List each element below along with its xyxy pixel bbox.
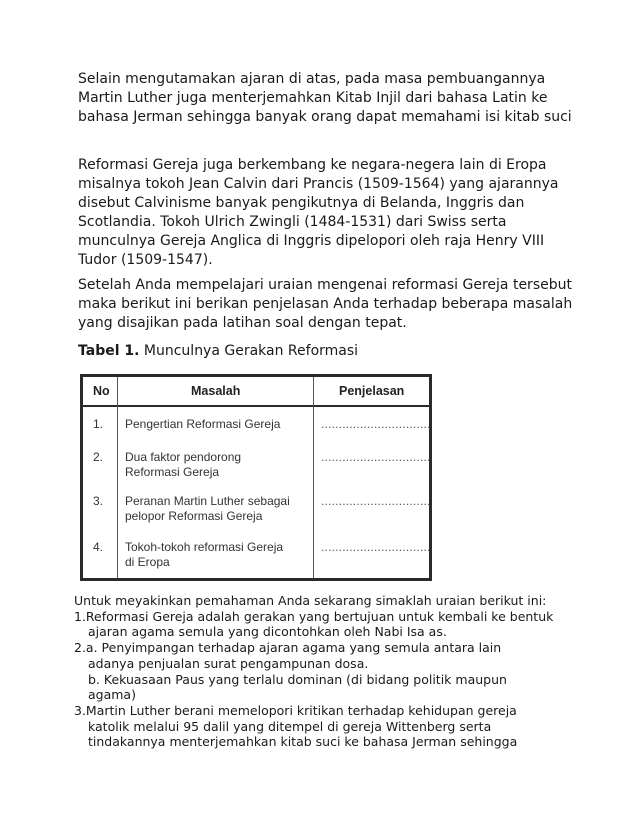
explanation-item-3: 3.Martin Luther berani memelopori kritikan terhadap kehidupan gereja (74, 702, 517, 718)
table-caption (78, 343, 358, 359)
row-problem-line: Dua faktor pendorong (125, 450, 242, 464)
row-problem-line: Tokoh-tokoh reformasi Gereja (125, 540, 284, 554)
row-answer-blank: ............................... (321, 417, 431, 431)
row-number: 2. (93, 450, 104, 464)
table-header (83, 377, 429, 407)
row-number: 4. (93, 540, 104, 554)
explanation-item-2a: 2.a. Penyimpangan terhadap ajaran agama yang semula antara lain (74, 640, 502, 656)
explanation-item-2b-cont: agama) (88, 687, 136, 703)
row-problem-line: Reformasi Gereja (125, 465, 220, 479)
row-answer-blank: ............................... (321, 540, 431, 554)
row-problem (125, 417, 317, 432)
explanation-item-1: 1.Reformasi Gereja adalah gerakan yang bertujuan untuk kembali ke bentuk (74, 608, 554, 624)
row-problem (125, 540, 317, 570)
explanation-item-3-cont: katolik melalui 95 dalil yang ditempel di gereja Wittenberg serta (88, 718, 492, 734)
table-caption-label: Tabel 1. (78, 343, 140, 359)
paragraph-luther-translation: Selain mengutamakan ajaran di atas, pada masa pembuangannya Martin Luther juga menterjemahkan Kitab Injil dari bahasa Latin ke bahasa Jerman sehingga banyak orang dapat memahami isi kitab suci (78, 71, 572, 125)
paragraph-reformation-spread: Reformasi Gereja juga berkembang ke negara-negera lain di Eropa misalnya tokoh Jean Calvin dari Prancis (1509-1564) yang ajarannya disebut Calvinisme banyak pengikutnya di Belanda, Inggris dan Scotlandia. Tokoh Ulrich Zwingli (1484-1531) dari Swiss serta munculnya Gereja Anglica di Inggris dipelopori oleh raja Henry VIII Tudor (1509-1547). (78, 157, 559, 268)
explanation-item-2a-cont: adanya penjualan surat pengampunan dosa. (88, 655, 369, 671)
row-number: 3. (93, 494, 104, 508)
explanation-item-3-cont: tindakannya menterjemahkan kitab suci ke bahasa Jerman sehingga (88, 734, 518, 750)
row-answer-blank: ............................... (321, 450, 431, 464)
row-problem-line: di Eropa (125, 555, 170, 569)
row-problem-line: pelopor Reformasi Gereja (125, 509, 263, 523)
header-penjelasan: Penjelasan (339, 384, 405, 398)
row-problem (125, 450, 317, 480)
header-masalah: Masalah (191, 384, 241, 398)
row-answer-blank: ............................... (321, 494, 431, 508)
explanation-item-2b: b. Kekuasaan Paus yang terlalu dominan (di bidang politik maupun (88, 671, 507, 687)
header-no: No (93, 384, 110, 398)
row-problem-line: Pengertian Reformasi Gereja (125, 417, 281, 431)
row-problem-line: Peranan Martin Luther sebagai (125, 494, 290, 508)
paragraph-instructions: Setelah Anda mempelajari uraian mengenai reformasi Gereja tersebut maka berikut ini berikan penjelasan Anda terhadap beberapa masalah yang disajikan pada latihan soal dengan tepat. (78, 277, 573, 331)
explanation-intro: Untuk meyakinkan pemahaman Anda sekarang simaklah uraian berikut ini: (74, 593, 547, 608)
answer-explanations (74, 593, 584, 750)
explanation-item-1-cont: ajaran agama semula yang dicontohkan oleh Nabi Isa as. (88, 624, 447, 640)
column-divider (117, 377, 118, 578)
table-caption-text: Munculnya Gerakan Reformasi (139, 343, 359, 359)
reformation-table (80, 374, 432, 581)
row-number: 1. (93, 417, 104, 431)
row-problem (125, 494, 317, 524)
